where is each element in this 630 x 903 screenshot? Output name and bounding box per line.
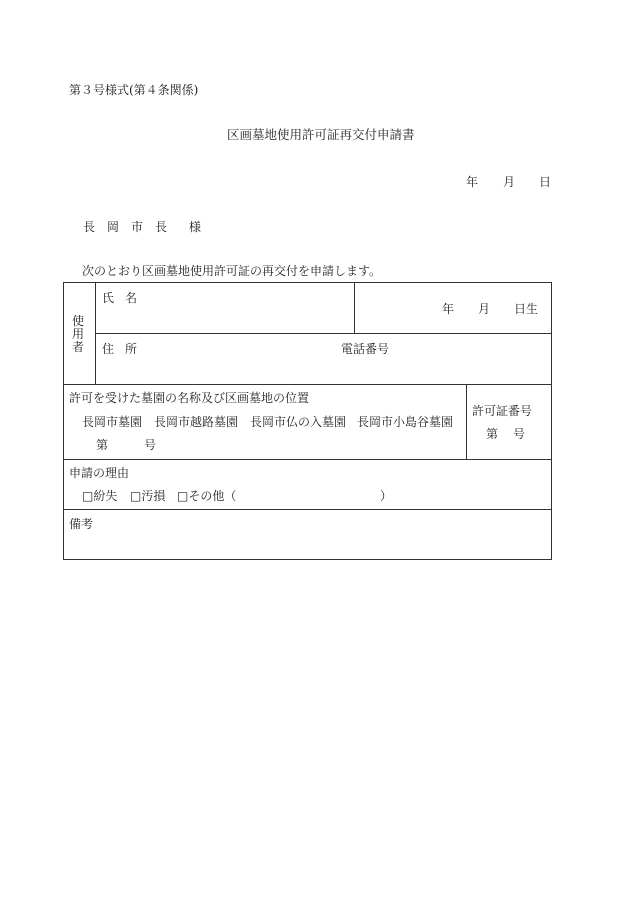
birth-month-label: 月 — [478, 302, 491, 316]
plot-number-go: 号 — [144, 438, 157, 452]
remarks-field[interactable] — [69, 533, 545, 555]
reason-other-field[interactable] — [245, 487, 375, 503]
cemetery-section-bottom — [63, 459, 552, 460]
date-day-label: 日 — [539, 175, 552, 189]
permit-number-label: 許可証番号 — [472, 404, 533, 418]
address-label-char-2: 所 — [125, 342, 138, 356]
remarks-label: 備考 — [69, 517, 94, 531]
name-label-char-1: 氏 — [102, 291, 115, 305]
name-field[interactable] — [140, 305, 345, 327]
addressee-char-1: 長 — [83, 220, 96, 234]
birth-year-label: 年 — [442, 302, 455, 316]
permit-number-dai: 第 — [486, 427, 499, 441]
form-number: 第３号様式(第４条関係) — [69, 83, 199, 97]
cemetery-option-3[interactable]: 長岡市仏の入墓園 — [250, 415, 347, 429]
reason-other-label: その他（ — [188, 489, 237, 503]
date-year-label: 年 — [466, 175, 479, 189]
permit-number-field[interactable] — [500, 425, 510, 441]
plot-number-dai: 第 — [96, 438, 109, 452]
name-label-char-2: 名 — [125, 291, 138, 305]
reason-damaged-label: 汚損 — [141, 489, 166, 503]
birth-day-label: 日生 — [514, 302, 539, 316]
reason-lost-label: 紛失 — [93, 489, 118, 503]
reason-lost-option[interactable] — [82, 489, 117, 503]
addressee-char-4: 長 — [155, 220, 168, 234]
addressee-char-2: 岡 — [107, 220, 120, 234]
phone-label: 電話番号 — [341, 342, 390, 356]
address-label-char-1: 住 — [102, 342, 115, 356]
applicant-side-label-1: 使 — [72, 314, 85, 328]
date-month-label: 月 — [503, 175, 516, 189]
applicant-side-label-3: 者 — [72, 340, 85, 354]
permit-column-divider — [466, 384, 467, 459]
addressee-char-3: 市 — [131, 220, 144, 234]
applicant-side-label-2: 用 — [72, 327, 85, 341]
reason-other-checkbox[interactable]: □ — [177, 489, 189, 503]
reason-other-option[interactable] — [177, 489, 236, 503]
reason-close-paren: ） — [380, 489, 393, 503]
name-birth-divider — [354, 282, 355, 333]
applicant-section-bottom — [63, 384, 552, 385]
cemetery-section-label: 許可を受けた墓園の名称及び区画墓地の位置 — [69, 391, 310, 405]
intro-text: 次のとおり区画墓地使用許可証の再交付を申請します。 — [82, 264, 382, 278]
cemetery-option-1[interactable]: 長岡市墓園 — [82, 415, 143, 429]
reason-section-bottom — [63, 509, 552, 510]
reason-lost-checkbox[interactable]: □ — [82, 489, 94, 503]
plot-number-field[interactable] — [112, 436, 140, 452]
page-title: 区画墓地使用許可証再交付申請書 — [227, 127, 415, 142]
name-address-divider — [95, 333, 552, 334]
address-field[interactable] — [140, 356, 340, 378]
phone-field[interactable] — [395, 356, 545, 378]
cemetery-option-2[interactable]: 長岡市越路墓園 — [154, 415, 239, 429]
reason-damaged-checkbox[interactable]: □ — [130, 489, 142, 503]
cemetery-option-4[interactable]: 長岡市小島谷墓園 — [357, 415, 454, 429]
reason-label: 申請の理由 — [69, 466, 130, 480]
permit-number-go: 号 — [513, 427, 526, 441]
addressee-sama: 様 — [189, 220, 202, 234]
reason-damaged-option[interactable] — [130, 489, 165, 503]
